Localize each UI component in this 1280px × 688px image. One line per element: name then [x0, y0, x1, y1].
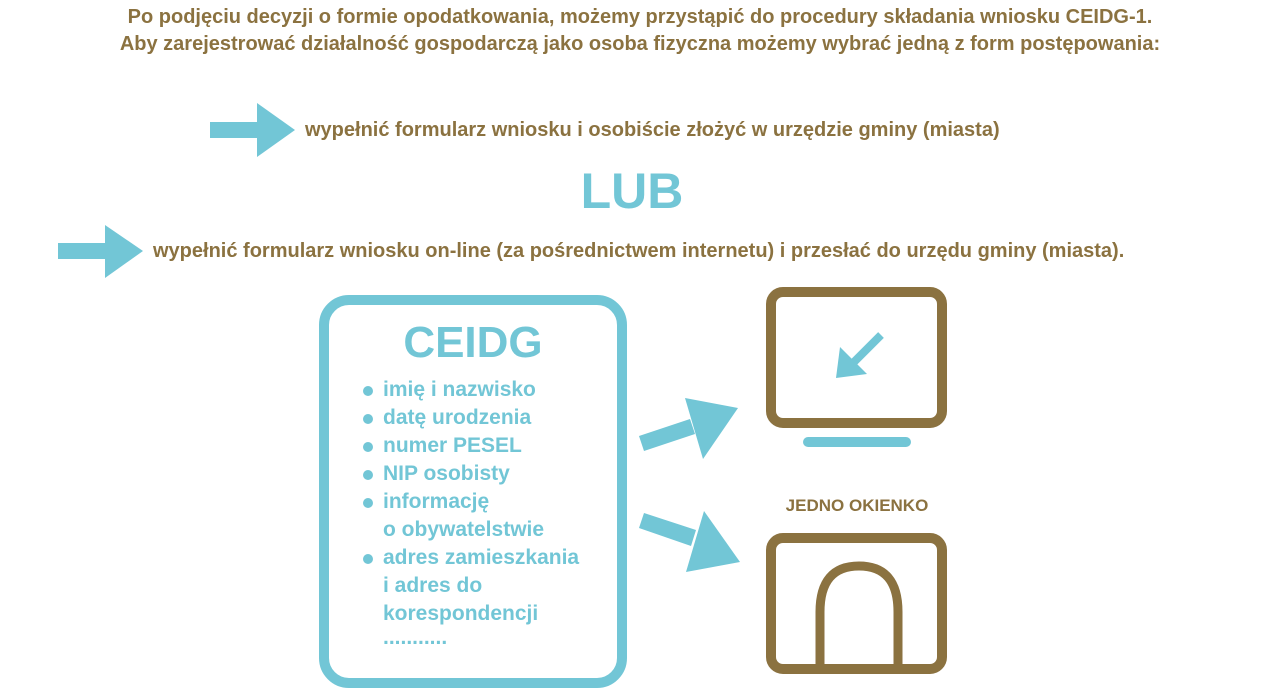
arrow-right-icon — [210, 103, 295, 157]
list-item-continuation: i adres do — [383, 574, 483, 597]
list-item-continuation: o obywatelstwie — [383, 518, 545, 541]
ceidg-required-data-list — [363, 376, 579, 648]
list-item: numer PESEL — [363, 432, 579, 460]
intro-line-1: Po podjęciu decyzji o formie opodatkowania, możemy przystąpić do procedury składania wniosku CEIDG-1. — [127, 6, 1153, 28]
list-item-continuation: korespondencji — [383, 602, 539, 625]
office-label: JEDNO OKIENKO — [785, 496, 929, 515]
intro-line-2: Aby zarejestrować działalność gospodarczą jako osoba fizyczna możemy wybrać jedną z form postępowania: — [119, 33, 1161, 55]
ceidg-title: CEIDG — [403, 318, 543, 367]
option-online: wypełnić formularz wniosku on-line (za pośrednictwem internetu) i przesłać do urzędu gminy (miasta). — [153, 240, 1125, 262]
computer-monitor-icon — [771, 292, 942, 447]
list-item: NIP osobisty — [363, 460, 579, 488]
option-in-person: wypełnić formularz wniosku i osobiście złożyć w urzędzie gminy (miasta) — [305, 119, 1000, 141]
arrow-right-icon — [58, 225, 143, 278]
or-separator: LUB — [580, 163, 684, 219]
list-item: imię i nazwisko — [363, 376, 579, 404]
list-item: informację — [363, 488, 579, 516]
arrow-to-computer-icon — [639, 398, 738, 459]
list-ellipsis: ........... — [383, 626, 448, 649]
arrow-to-office-icon — [639, 511, 740, 572]
office-window-icon — [771, 538, 942, 669]
list-item: datę urodzenia — [363, 404, 579, 432]
list-item: adres zamieszkania — [363, 544, 579, 572]
